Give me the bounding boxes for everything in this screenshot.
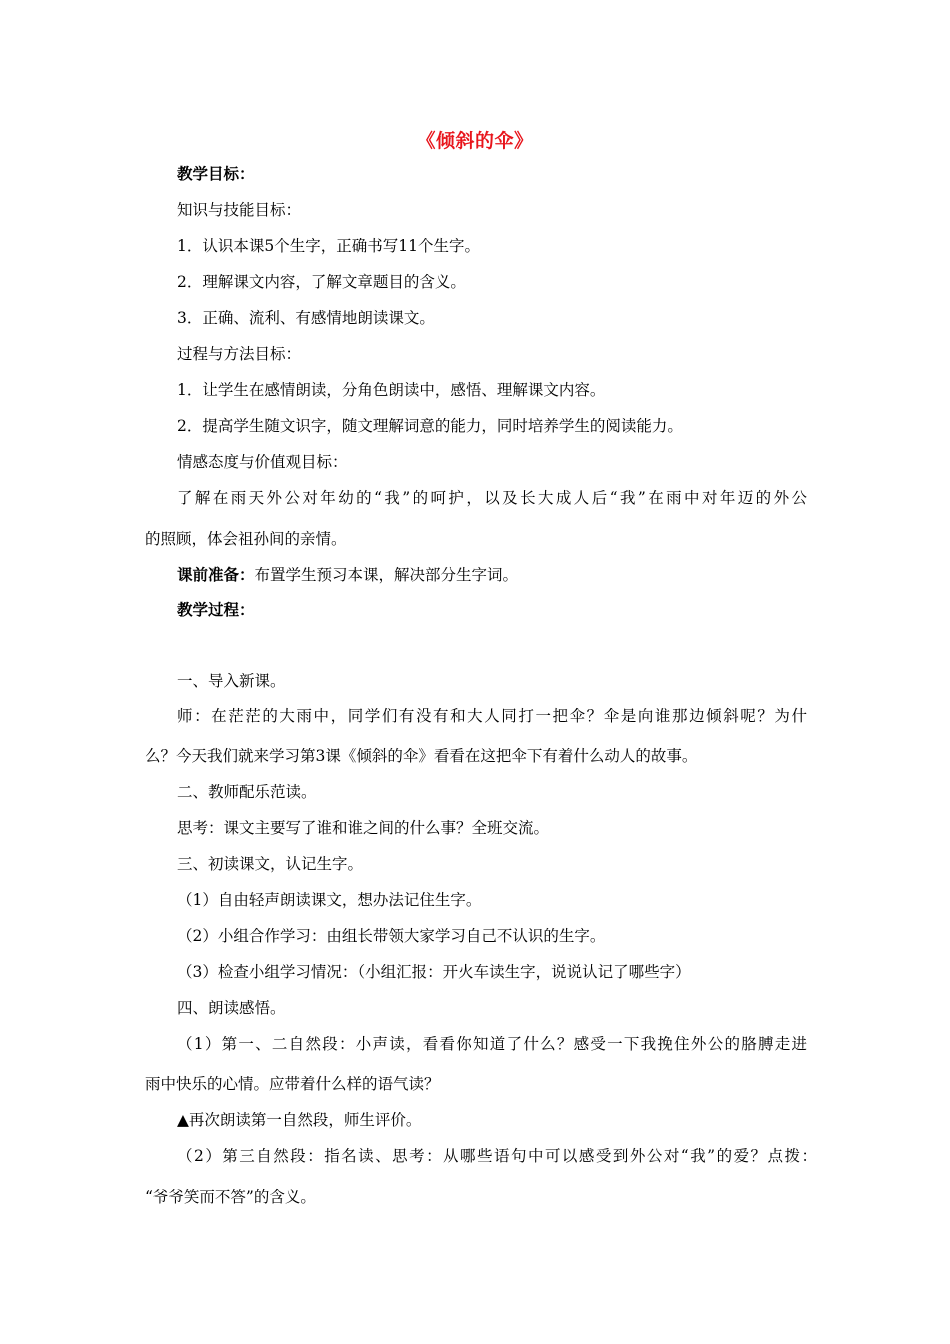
knowledge-item-2: 2．理解课文内容，了解文章题目的含义。 xyxy=(177,273,466,291)
section-4-reread: ▲再次朗读第一自然段，师生评价。 xyxy=(177,1111,422,1129)
section-3-heading: 三、初读课文，认记生字。 xyxy=(177,855,364,873)
goals-heading: 教学目标： xyxy=(177,165,255,183)
section-4-para-2-line-1: （2）第三自然段：指名读、思考：从哪些语句中可以感受到外公对“我”的爱？点拨： xyxy=(177,1147,817,1165)
process-item-2: 2．提高学生随文识字，随文理解词意的能力，同时培养学生的阅读能力。 xyxy=(177,417,683,435)
emotion-heading: 情感态度与价值观目标： xyxy=(177,453,348,471)
teaching-process-heading: 教学过程： xyxy=(177,601,255,619)
section-2-think: 思考：课文主要写了谁和谁之间的什么事？全班交流。 xyxy=(177,819,550,837)
prep-label: 课前准备： xyxy=(177,566,255,584)
section-4-para-2-line-2: “爷爷笑而不答”的含义。 xyxy=(145,1188,316,1206)
section-2-heading: 二、教师配乐范读。 xyxy=(177,783,317,801)
process-method-heading: 过程与方法目标： xyxy=(177,345,302,363)
section-3-item-2: （2）小组合作学习：由组长带领大家学习自己不认识的生字。 xyxy=(177,927,606,945)
knowledge-item-1: 1．认识本课5个生字，正确书写11个生字。 xyxy=(177,237,480,255)
prep-paragraph xyxy=(177,565,518,585)
section-3-item-3: （3）检查小组学习情况：（小组汇报：开火车读生字，说说认记了哪些字） xyxy=(177,963,691,981)
emotion-text-line-1: 了解在雨天外公对年幼的“我”的呵护，以及长大成人后“我”在雨中对年迈的外公 xyxy=(177,489,807,507)
section-4-para-1-line-1: （1）第一、二自然段：小声读，看看你知道了什么？感受一下我挽住外公的胳膊走进 xyxy=(177,1035,807,1053)
process-item-1: 1．让学生在感情朗读，分角色朗读中，感悟、理解课文内容。 xyxy=(177,381,606,399)
prep-text: 布置学生预习本课，解决部分生字词。 xyxy=(254,566,519,584)
knowledge-item-3: 3．正确、流利、有感情地朗读课文。 xyxy=(177,309,435,327)
knowledge-heading: 知识与技能目标： xyxy=(177,201,302,219)
section-3-item-1: （1）自由轻声朗读课文，想办法记住生字。 xyxy=(177,891,482,909)
section-1-line-2: 么？今天我们就来学习第3课《倾斜的伞》看看在这把伞下有着什么动人的故事。 xyxy=(145,747,698,765)
section-1-line-1: 师：在茫茫的大雨中，同学们有没有和大人同打一把伞？伞是向谁那边倾斜呢？为什 xyxy=(177,707,807,725)
document-title: 《倾斜的伞》 xyxy=(416,130,534,152)
section-1-heading: 一、导入新课。 xyxy=(177,672,286,690)
emotion-text-line-2: 的照顾，体会祖孙间的亲情。 xyxy=(145,530,347,548)
section-4-para-1-line-2: 雨中快乐的心情。应带着什么样的语气读？ xyxy=(145,1075,440,1093)
section-4-heading: 四、朗读感悟。 xyxy=(177,999,286,1017)
